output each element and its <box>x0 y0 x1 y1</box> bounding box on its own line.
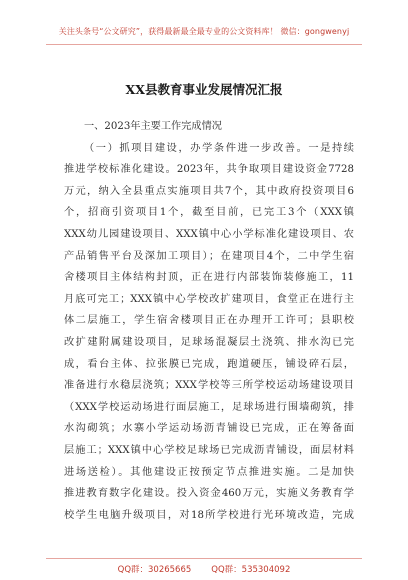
paragraph-line: 水沟砌筑；水寨小学运动场沥青铺设已完成，正在筹备面 <box>64 423 354 435</box>
footer-qq-group-1: QQ群：30265665 <box>117 565 192 575</box>
footer <box>0 563 408 575</box>
document-body <box>64 116 354 526</box>
paragraph-line: 万元，纳入全县重点实施项目共7个，其中政府投资项目6 <box>64 185 354 197</box>
paragraph-line: 推进学校标准化建设。2023年，共争取项目建设资金7728 <box>64 164 354 176</box>
paragraph-line: 舍楼项目主体结构封顶，正在进行内部装饰装修施工，11 <box>64 272 354 284</box>
paragraph-line: （一）抓项目建设，办学条件进一步改善。一是持续 <box>84 142 354 154</box>
paragraph-line: 准备进行水稳层浇筑；XXX学校等三所学校运动场建设项目 <box>64 380 354 392</box>
paragraph-line: 体二层施工，学生宿舍楼项目正在办理开工许可；县职校 <box>64 315 354 327</box>
paragraph-line: （XXX学校运动场进行面层施工，足球场进行围墙砌筑，排 <box>64 401 354 413</box>
header-banner: 关注头条号“公文研究”，获得最新最全最专业的公文资料库！ 微信：gongwenyj <box>58 27 350 36</box>
paragraph-line: 个，招商引资项目1个，截至目前，已完工3个（XXX镇 <box>64 207 354 219</box>
header-divider <box>46 44 362 45</box>
paragraph-line: 成，看台主体、拉张膜已完成，跑道硬压，铺设碎石层， <box>64 358 354 370</box>
section-heading: 一、2023年主要工作完成情况 <box>84 121 222 132</box>
paragraph-line: 推进教育数字化建设。投入资金460万元，实施义务教育学 <box>64 488 354 500</box>
document-title: XX县教育事业发展情况汇报 <box>125 82 283 97</box>
footer-divider <box>46 558 362 559</box>
paragraph-line: 改扩建附属建设项目，足球场混凝层土浇筑、排水沟已完 <box>64 336 354 348</box>
paragraph-line: 层施工；XXX镇中心学校足球场已完成沥青铺设，面层材料 <box>64 444 354 456</box>
paragraph-line: 进场送检）。其他建设正按预定节点推进实施。二是加快 <box>64 466 354 478</box>
paragraph-line: XXX幼儿园建设项目、XXX镇中心小学标准化建设项目、农 <box>64 228 354 240</box>
paragraph-line: 产品销售平台及深加工项目）；在建项目4个，二中学生宿 <box>64 250 354 262</box>
paragraph-line: 校学生电脑升级项目，对18所学校进行光环境改造，完成 <box>64 509 354 521</box>
footer-qq-group-2: QQ群：535304092 <box>211 565 291 575</box>
paragraph-line: 月底可完工；XXX镇中心学校改扩建项目，食堂正在进行主 <box>64 293 354 305</box>
